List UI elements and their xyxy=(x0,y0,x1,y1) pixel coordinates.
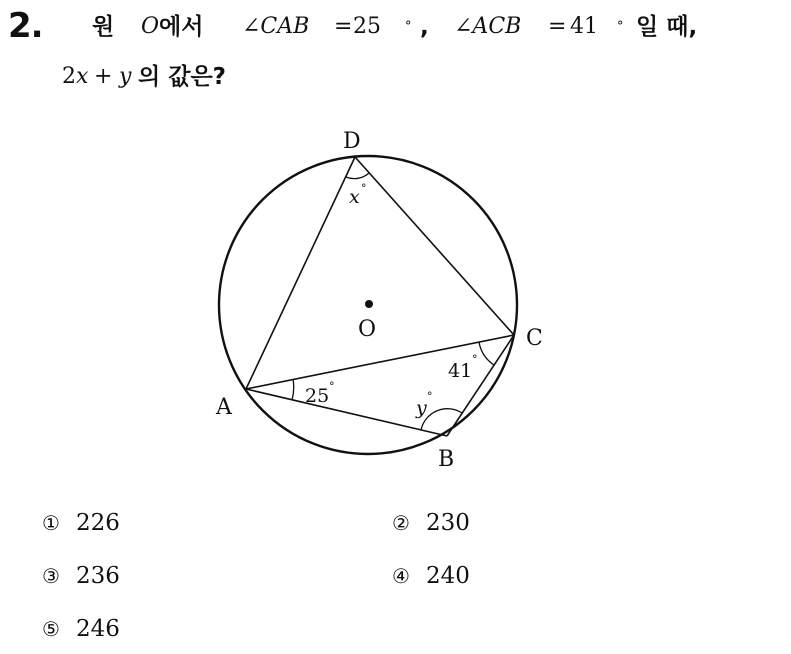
center-point xyxy=(365,300,373,308)
expression-coef: 2 xyxy=(62,64,76,89)
angle-degree-41: ° xyxy=(472,353,478,366)
angle-cab-value: 25 xyxy=(353,14,381,39)
angle-arc-c xyxy=(479,342,494,365)
choice-3[interactable] xyxy=(42,561,120,591)
choice-1-value: 226 xyxy=(75,510,120,536)
angle-degree-y: ° xyxy=(427,390,433,403)
choice-5-value: 246 xyxy=(75,616,120,642)
angle-degree-25: ° xyxy=(329,380,335,393)
angle-label-y: y xyxy=(416,397,427,419)
segment-bc xyxy=(447,335,514,436)
choice-5[interactable] xyxy=(42,614,120,644)
equals-sign-2: = xyxy=(548,14,567,39)
angle-label-25: 25 xyxy=(305,385,330,407)
choice-3-value: 236 xyxy=(75,563,120,589)
angle-label-x: x xyxy=(349,186,360,208)
word-circle: 원 xyxy=(92,14,115,40)
circle-name: O xyxy=(141,14,160,39)
choice-4-mark: ④ xyxy=(392,564,410,588)
segment-da xyxy=(246,157,355,389)
degree-sign-1: ° xyxy=(405,19,412,34)
equals-sign-1: = xyxy=(334,14,353,39)
label-c: C xyxy=(526,326,543,351)
comma: , xyxy=(420,14,429,40)
choice-2-mark: ② xyxy=(392,511,410,535)
expression-y: y xyxy=(119,64,132,89)
choice-4[interactable] xyxy=(392,561,470,591)
suffix-in: 에서 xyxy=(159,14,204,40)
angle-acb-value: 41 xyxy=(570,14,598,39)
choice-3-mark: ③ xyxy=(42,564,60,588)
question-number: 2. xyxy=(8,6,43,46)
geometry-figure xyxy=(200,118,570,478)
label-b: B xyxy=(438,447,455,472)
degree-sign-2: ° xyxy=(617,19,624,34)
angle-degree-x: ° xyxy=(361,182,367,195)
choice-2[interactable] xyxy=(392,508,470,538)
label-o: O xyxy=(358,317,377,342)
angle-arc-d xyxy=(346,173,369,179)
choice-1[interactable] xyxy=(42,508,120,538)
angle-cab-label: ∠CAB xyxy=(242,14,310,39)
choice-4-value: 240 xyxy=(425,563,470,589)
suffix-value: 의 값은? xyxy=(138,64,227,90)
angle-label-41: 41 xyxy=(448,360,473,382)
expression-plus: + xyxy=(94,64,113,89)
suffix-when: 일 때, xyxy=(636,14,698,40)
label-a: A xyxy=(216,395,232,420)
angle-acb-label: ∠ACB xyxy=(454,14,522,39)
choice-5-mark: ⑤ xyxy=(42,617,60,641)
expression-x: x xyxy=(76,64,89,89)
segment-dc xyxy=(355,157,514,335)
choice-1-mark: ① xyxy=(42,511,60,535)
label-d: D xyxy=(343,129,361,154)
angle-arc-a xyxy=(292,379,294,400)
choice-2-value: 230 xyxy=(425,510,470,536)
